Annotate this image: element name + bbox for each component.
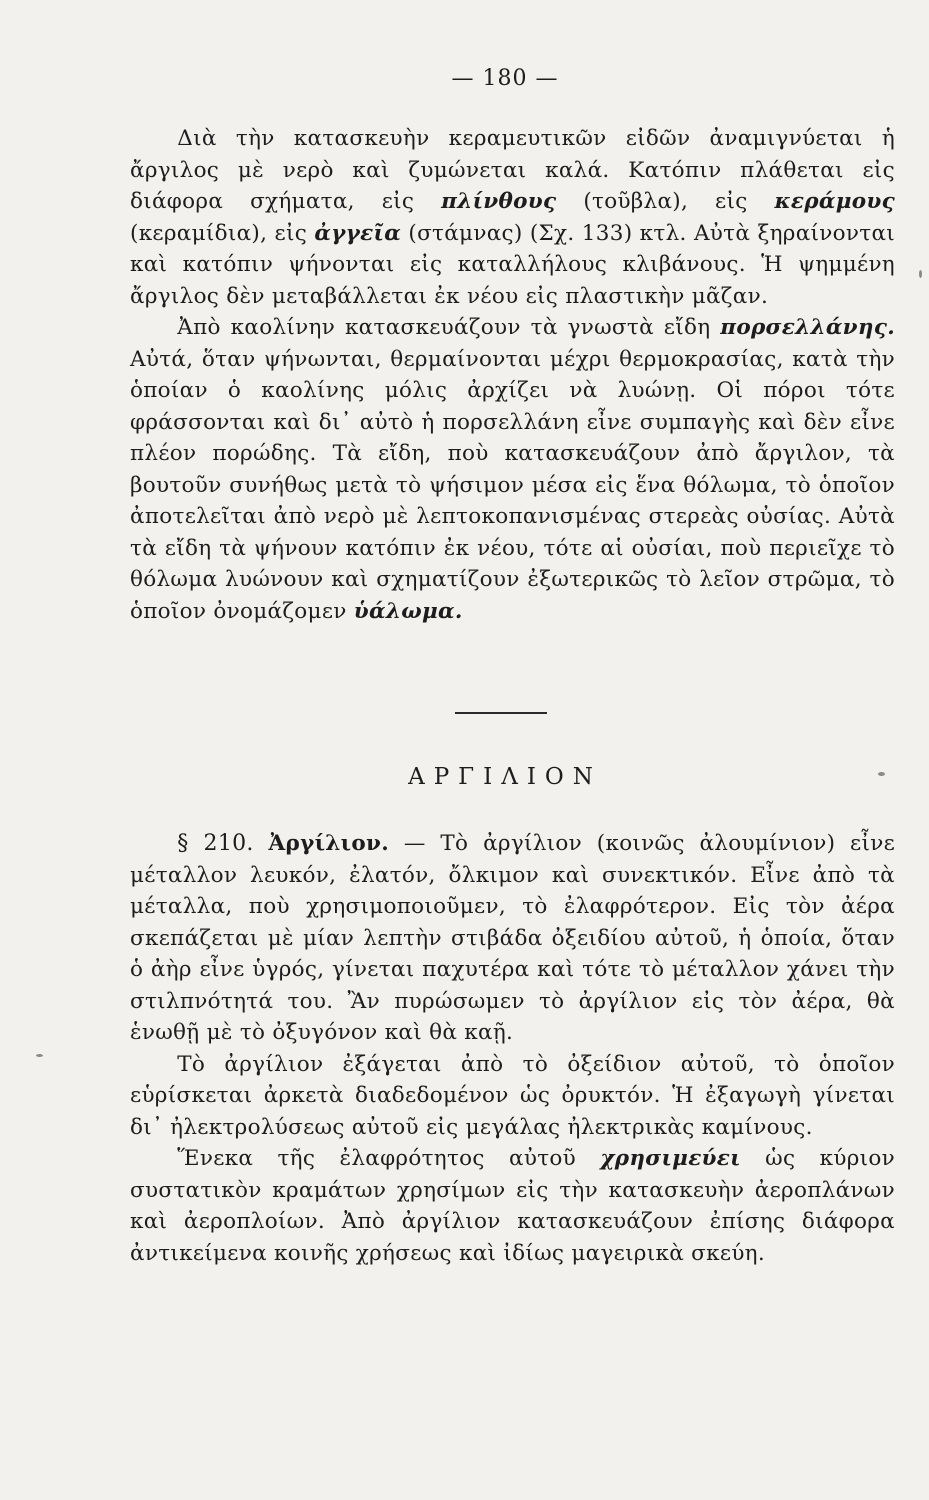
text-run: Ἀπὸ καολίνην κατασκευάζουν τὰ γνωστὰ εἴδη bbox=[177, 315, 721, 340]
paragraph-aluminium-uses bbox=[130, 1143, 895, 1269]
section-title: Ἀργίλιον. bbox=[268, 831, 390, 856]
text-run: Ἕνεκα τῆς ἐλαφρότητος αὐτοῦ bbox=[177, 1146, 601, 1171]
ink-speck bbox=[878, 772, 885, 776]
text-run: (στάμνας) (Σχ. 133) κτλ. Αὐτὰ ξηραίνονται καὶ κατόπιν ψήνονται εἰς καταλλήλους κλιβάνους. Ἡ ψημμένη ἄργιλος δὲν μεταβάλλεται ἐκ νέου εἰς πλαστικὴν μᾶζαν. bbox=[130, 220, 895, 309]
page-number: — 180 — bbox=[451, 66, 559, 91]
section-divider bbox=[455, 712, 547, 714]
paragraph-ceramics bbox=[130, 123, 895, 312]
section-text-block bbox=[130, 828, 895, 1269]
ink-speck bbox=[919, 270, 922, 278]
intro-text-block bbox=[130, 123, 895, 627]
term-keramous: κεράμους bbox=[774, 189, 895, 214]
ink-speck bbox=[36, 1054, 43, 1057]
term-chrisimevei: χρησιμεύει bbox=[600, 1146, 741, 1171]
term-yaloma: ὑάλωμα. bbox=[353, 598, 463, 624]
paragraph-aluminium-extraction: Τὸ ἀργίλιον ἐξάγεται ἀπὸ τὸ ὀξείδιον αὐτοῦ, τὸ ὁποῖον εὑρίσκεται ἀρκετὰ διαδεδομένον ὡς ὀρυκτόν. Ἡ ἐξαγωγὴ γίνεται δι᾽ ἠλεκτρολύσεως αὐτοῦ εἰς μεγάλας ἠλεκτρικὰς καμίνους. bbox=[130, 1051, 895, 1140]
text-run: Τὸ ἀργίλιον (κοινῶς ἀλουμίνιον) εἶνε μέταλλον λευκόν, ἐλατόν, ὄλκιμον καὶ συνεκτικόν. Εἶνε ἀπὸ τὰ μέταλλα, ποὺ χρησιμοποιοῦμεν, τὸ ἐλαφρότερον. Εἰς τὸν ἀέρα σκεπάζεται μὲ μίαν λεπτὴν στιβάδα ὀξειδίου αὐτοῦ, ἡ ὁποία, ὅταν ὁ ἀὴρ εἶνε ὑγρός, γίνεται παχυτέρα καὶ τότε τὸ μέταλλον χάνει τὴν στιλπνότητά του. Ἂν πυρώσωμεν τὸ ἀργίλιον εἰς τὸν ἀέρα, θὰ ἑνωθῇ μὲ τὸ ὀξυγόνον καὶ θὰ καῇ. bbox=[130, 831, 896, 1045]
section-heading: ΑΡΓΙΛΙΟΝ bbox=[408, 764, 602, 790]
title-dash: — bbox=[389, 831, 441, 856]
text-run: (τοῦβλα), εἰς bbox=[556, 189, 775, 214]
text-run: (κεραμίδια), εἰς bbox=[130, 220, 315, 246]
term-aggeia: ἀγγεῖα bbox=[314, 220, 402, 246]
term-porselanis: πορσελλάνης. bbox=[720, 315, 895, 340]
text-run: Διὰ τὴν κατασκευὴν κεραμευτικῶν εἰδῶν ἀναμιγνύεται ἡ ἄργιλος μὲ νερὸ καὶ ζυμώνεται καλά. Κατόπιν πλάθεται εἰς διάφορα σχήματα, εἰς bbox=[130, 126, 895, 214]
paragraph-porcelain bbox=[130, 312, 895, 627]
term-plinthous: πλίνθους bbox=[441, 189, 557, 214]
paragraph-aluminium-properties bbox=[130, 828, 895, 1049]
text-run: ὡς κύριον συστατικὸν κραμάτων χρησίμων εἰς τὴν κατασκευὴν ἀεροπλάνων καὶ ἀεροπλοίων. Ἀπὸ ἀργίλιον κατασκευάζουν ἐπίσης διάφορα ἀντικείμενα κοινῆς χρήσεως καὶ ἰδίως μαγειρικὰ σκεύη. bbox=[130, 1146, 895, 1266]
text-run: Αὐτά, ὅταν ψήνωνται, θερμαίνονται μέχρι θερμοκρασίας, κατὰ τὴν ὁποίαν ὁ καολίνης μόλις ἀρχίζει νὰ λυώνῃ. Οἱ πόροι τότε φράσσονται καὶ δι᾽ αὐτὸ ἡ πορσελλάνη εἶνε συμπαγὴς καὶ δὲν εἶνε πλέον πορώδης. Τὰ εἴδη, ποὺ κατασκευάζουν ἀπὸ ἄργιλον, τὰ βουτοῦν συνήθως μετὰ τὸ ψήσιμον μέσα εἰς ἕνα θόλωμα, τὸ ὁποῖον ἀποτελεῖται ἀπὸ νερὸ μὲ λεπτοκοπανισμένας στερεὰς οὐσίας. Αὐτὰ τὰ εἴδη τὰ ψήνουν κατόπιν ἐκ νέου, τότε αἱ οὐσίαι, ποὺ περιεῖχε τὸ θόλωμα λυώνουν καὶ σχηματίζουν ἐξωτερικῶς τὸ λεῖον στρῶμα, τὸ ὁποῖον ὀνομάζομεν bbox=[130, 346, 895, 624]
section-number: § 210. bbox=[177, 831, 254, 856]
